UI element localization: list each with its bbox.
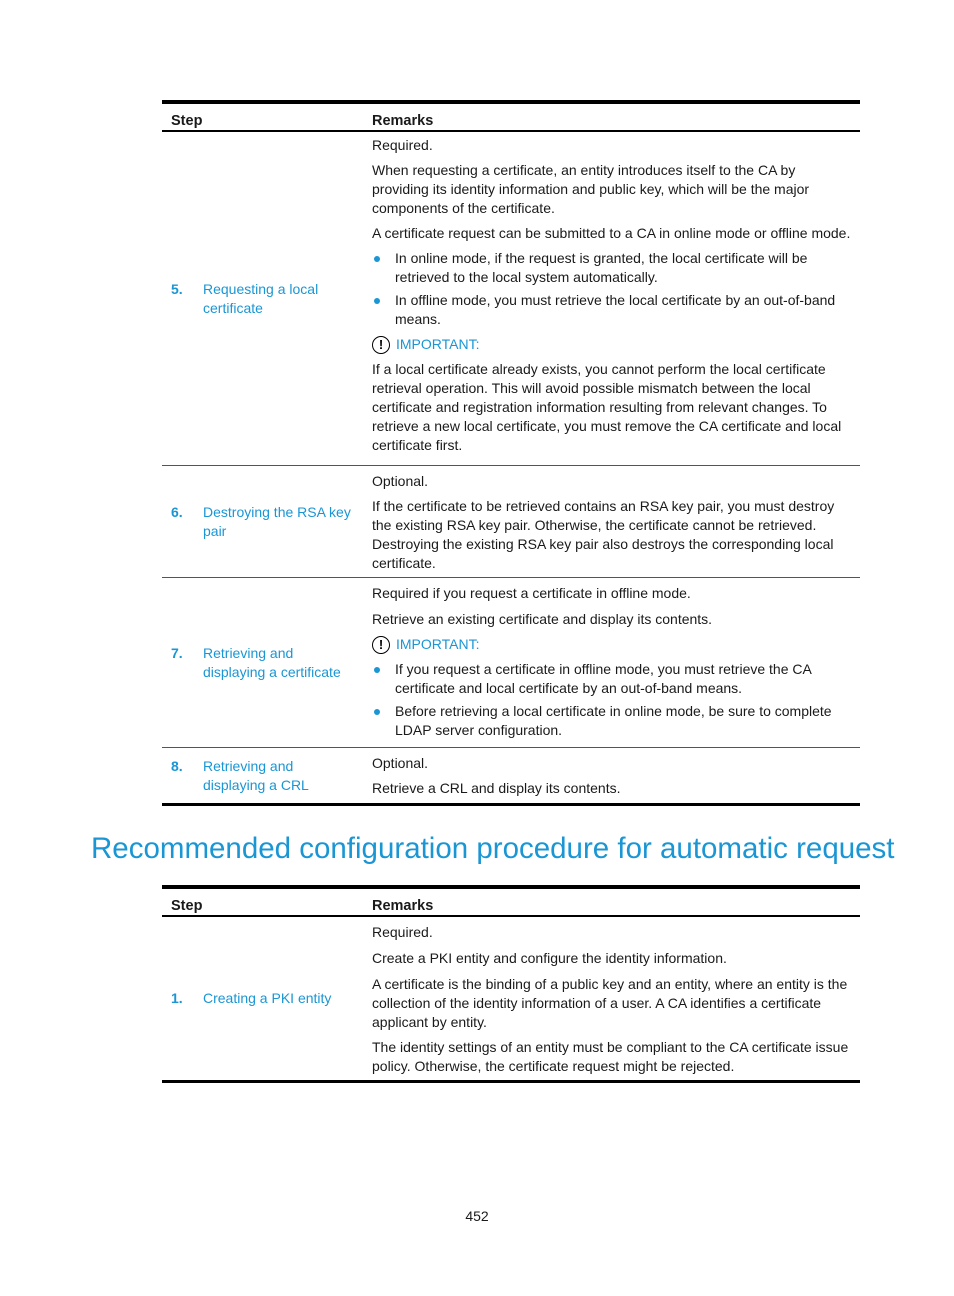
important-note	[372, 635, 856, 654]
step-label[interactable]: Destroying the RSA key pair	[203, 503, 351, 539]
step-label[interactable]: Retrieving and displaying a CRL	[203, 757, 309, 793]
table-row	[162, 748, 860, 806]
remark-text: Create a PKI entity and configure the identity information.	[372, 950, 727, 966]
remark-text: When requesting a certificate, an entity introduces itself to the CA by providing its identity information and public key, which will be the major components of the certificate.	[372, 162, 810, 216]
page-number: 452	[465, 1208, 489, 1224]
section-title: Recommended configuration procedure for automatic request	[91, 832, 895, 865]
step-label[interactable]: Creating a PKI entity	[203, 990, 332, 1006]
step-number: 8.	[171, 757, 183, 774]
steps-table-automatic	[162, 885, 860, 1083]
bullet-list	[372, 249, 856, 329]
table-row	[162, 132, 860, 466]
step-label[interactable]: Requesting a local certificate	[203, 280, 319, 316]
table-header	[162, 100, 860, 132]
steps-table-manual	[162, 100, 860, 806]
bullet-icon	[374, 709, 380, 715]
header-remarks: Remarks	[372, 898, 434, 914]
table-header	[162, 885, 860, 917]
exclamation-icon: !	[372, 636, 390, 654]
step-link-destroying-rsa-key-pair[interactable]	[162, 503, 353, 541]
step-number: 6.	[171, 503, 183, 520]
header-remarks: Remarks	[372, 113, 434, 129]
table-row	[162, 578, 860, 748]
remark-text: Optional.	[372, 473, 429, 489]
remarks-cell	[372, 132, 856, 455]
header-step: Step	[171, 898, 203, 914]
remark-text: Retrieve an existing certificate and display its contents.	[372, 611, 713, 627]
table-row	[162, 917, 860, 1083]
important-label: IMPORTANT:	[396, 636, 480, 652]
important-note	[372, 335, 856, 354]
exclamation-icon: !	[372, 336, 390, 354]
remark-text: If the certificate to be retrieved contains an RSA key pair, you must destroy the existing RSA key pair. Otherwise, the certificate cannot be retrieved. Destroying the existing RSA key pair also destroys the corresponding local certificate.	[372, 498, 835, 571]
bullet-list	[372, 660, 856, 740]
table-row	[162, 466, 860, 578]
list-item: Before retrieving a local certificate in online mode, be sure to complete LDAP server configuration.	[372, 702, 856, 740]
step-link-retrieving-displaying-certificate[interactable]	[162, 644, 353, 682]
remarks-cell	[372, 466, 856, 573]
remarks-cell	[372, 917, 856, 1076]
remark-text: The identity settings of an entity must be compliant to the CA certificate issue policy. Otherwise, the certificate request might be rejected.	[372, 1039, 849, 1074]
list-item: If you request a certificate in offline mode, you must retrieve the CA certificate and local certificate by an out-of-band means.	[372, 660, 856, 698]
remark-text: Required.	[372, 137, 433, 153]
list-item: In online mode, if the request is granted, the local certificate will be retrieved to the local system automatically.	[372, 249, 856, 287]
remark-text: A certificate request can be submitted to a CA in online mode or offline mode.	[372, 225, 851, 241]
remarks-cell	[372, 578, 856, 740]
important-label: IMPORTANT:	[396, 336, 480, 352]
remark-text: If a local certificate already exists, you cannot perform the local certificate retrieval operation. This will avoid possible mismatch between the local certificate and registration information resulting from relevant changes. To retrieve a new local certificate, you must remove the CA certificate and local certificate first.	[372, 361, 842, 453]
header-step: Step	[171, 113, 203, 129]
bullet-icon	[374, 298, 380, 304]
step-number: 1.	[171, 990, 183, 1006]
step-link-requesting-local-certificate[interactable]	[162, 280, 353, 318]
bullet-icon	[374, 256, 380, 262]
remark-text: Retrieve a CRL and display its contents.	[372, 780, 621, 796]
remark-text: Required.	[372, 924, 433, 940]
bullet-icon	[374, 667, 380, 673]
step-number: 7.	[171, 644, 183, 661]
remark-text: Required if you request a certificate in offline mode.	[372, 585, 691, 601]
step-link-retrieving-displaying-crl[interactable]	[162, 757, 353, 795]
remark-text: Optional.	[372, 755, 429, 771]
remarks-cell	[372, 748, 856, 798]
step-number: 5.	[171, 280, 183, 297]
remark-text: A certificate is the binding of a public key and an entity, where an entity is the collection of the identity information of a user. A CA identifies a certificate applicant by entity.	[372, 976, 848, 1030]
step-label[interactable]: Retrieving and displaying a certificate	[203, 644, 341, 680]
list-item: In offline mode, you must retrieve the local certificate by an out-of-band means.	[372, 291, 856, 329]
step-link-creating-pki-entity[interactable]	[162, 989, 373, 1008]
